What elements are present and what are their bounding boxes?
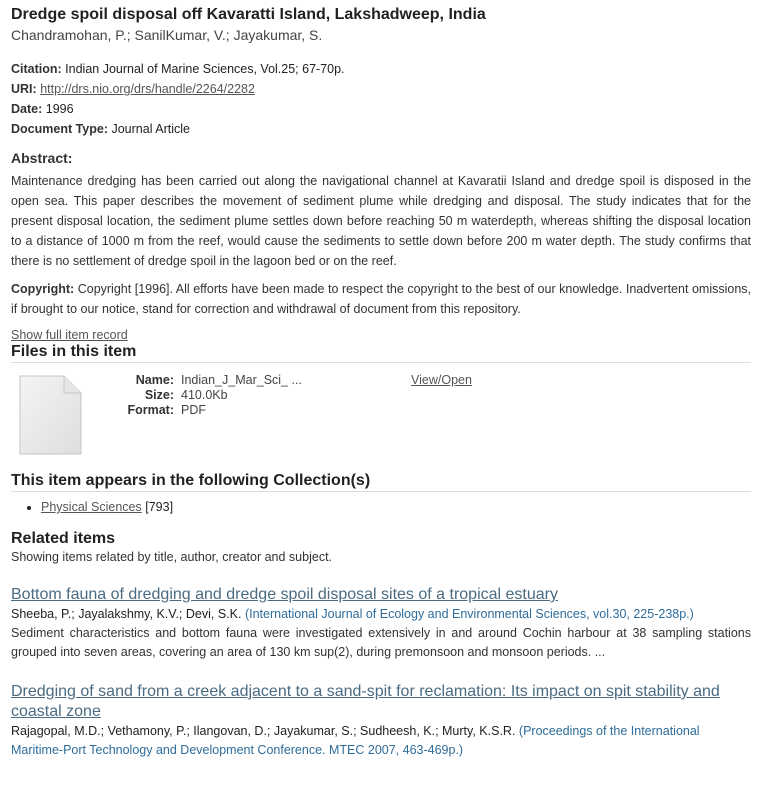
item-metadata [11, 59, 751, 139]
copyright-label: Copyright: [11, 282, 75, 296]
abstract-text: Maintenance dredging has been carried out along the navigational channel at Kavaratii Island and dredge spoil is disposed in the open sea. This paper describes the movement of sediment plume while dredging and disposal. The study indicates that for the present disposal location, the sediment plume settles down before reaching 50 m waterdepth, whereas shifting the disposal location to a distance of 1000 m from the reef, would cause the sediments to settle down before 200 m water depth. The study confirms that there is no settlement of dredge spoil in the lagoon bed or on the reef. [11, 174, 751, 268]
doctype-row [11, 119, 751, 139]
date-row [11, 99, 751, 119]
file-row [11, 371, 751, 471]
date-label: Date: [11, 102, 43, 116]
show-full-record-link[interactable]: Show full item record [11, 328, 128, 342]
view-open-link[interactable]: View/Open [411, 373, 472, 387]
collection-count: [793] [145, 500, 174, 514]
related-subheading: Showing items related by title, author, creator and subject. [11, 550, 333, 564]
file-format-value: PDF [181, 403, 206, 417]
copyright-block [11, 279, 751, 319]
citation-value: Indian Journal of Marine Sciences, Vol.25; 67-70p. [65, 62, 345, 76]
related-item-abstract: Sediment characteristics and bottom fauna were investigated extensively in and around Cochin harbour at 38 sampling stations grouped into seven areas, covering an area of 130 km sup(2), during premonsoon and monsoon periods. ... [11, 626, 751, 659]
file-name-label: Name: [135, 373, 174, 387]
related-item-authors: Rajagopal, M.D.; Vethamony, P.; Ilangovan, D.; Jayakumar, S.; Sudheesh, K.; Murty, K.S.R. [11, 724, 516, 738]
related-item [11, 585, 751, 662]
file-size-value: 410.0Kb [181, 388, 228, 402]
doctype-value: Journal Article [111, 122, 190, 136]
file-size-row [111, 388, 411, 403]
file-thumbnail[interactable] [11, 371, 111, 471]
file-format-label: Format: [127, 403, 174, 417]
document-icon [19, 375, 82, 455]
related-item [11, 682, 751, 760]
related-item-source: (Proceedings of the International Maritime-Port Technology and Development Conference. MTEC 2007, 463-469p.) [11, 724, 700, 757]
collections-heading: This item appears in the following Collection(s) [11, 471, 751, 492]
related-heading: Related items [11, 530, 116, 547]
file-name-row [111, 373, 411, 388]
item-authors: Chandramohan, P.; SanilKumar, V.; Jayakumar, S. [11, 27, 323, 43]
file-action [411, 371, 472, 471]
uri-row [11, 79, 751, 99]
uri-label: URI: [11, 82, 37, 96]
doctype-label: Document Type: [11, 122, 108, 136]
related-item-authors: Sheeba, P.; Jayalakshmy, K.V.; Devi, S.K. [11, 607, 242, 621]
related-item-meta [11, 722, 751, 760]
related-item-title-link[interactable]: Dredging of sand from a creek adjacent to a sand-spit for reclamation: Its impact on spit stability and coastal zone [11, 683, 720, 720]
uri-link[interactable]: http://drs.nio.org/drs/handle/2264/2282 [40, 82, 255, 96]
copyright-text: Copyright [1996]. All efforts have been made to respect the copyright to the best of our knowledge. Inadvertent omissions, if brought to our notice, stand for correction and withdrawal of document from this repository. [11, 282, 751, 316]
file-name-value: Indian_J_Mar_Sci_ ... [181, 373, 302, 387]
citation-row [11, 59, 751, 79]
related-item-title-link[interactable]: Bottom fauna of dredging and dredge spoil disposal sites of a tropical estuary [11, 586, 558, 603]
related-item-source: (International Journal of Ecology and Environmental Sciences, vol.30, 225-238p.) [244, 607, 694, 621]
item-title: Dredge spoil disposal off Kavaratti Island, Lakshadweep, India [11, 6, 486, 23]
collections-list [11, 498, 751, 516]
related-item-meta [11, 605, 751, 624]
file-format-row [111, 403, 411, 418]
file-metadata [111, 371, 411, 471]
files-heading: Files in this item [11, 342, 751, 363]
abstract-heading: Abstract: [11, 150, 73, 166]
file-size-label: Size: [144, 388, 174, 402]
collection-item [41, 498, 751, 516]
citation-label: Citation: [11, 62, 62, 76]
collection-link[interactable]: Physical Sciences [41, 500, 142, 514]
date-value: 1996 [45, 102, 74, 116]
